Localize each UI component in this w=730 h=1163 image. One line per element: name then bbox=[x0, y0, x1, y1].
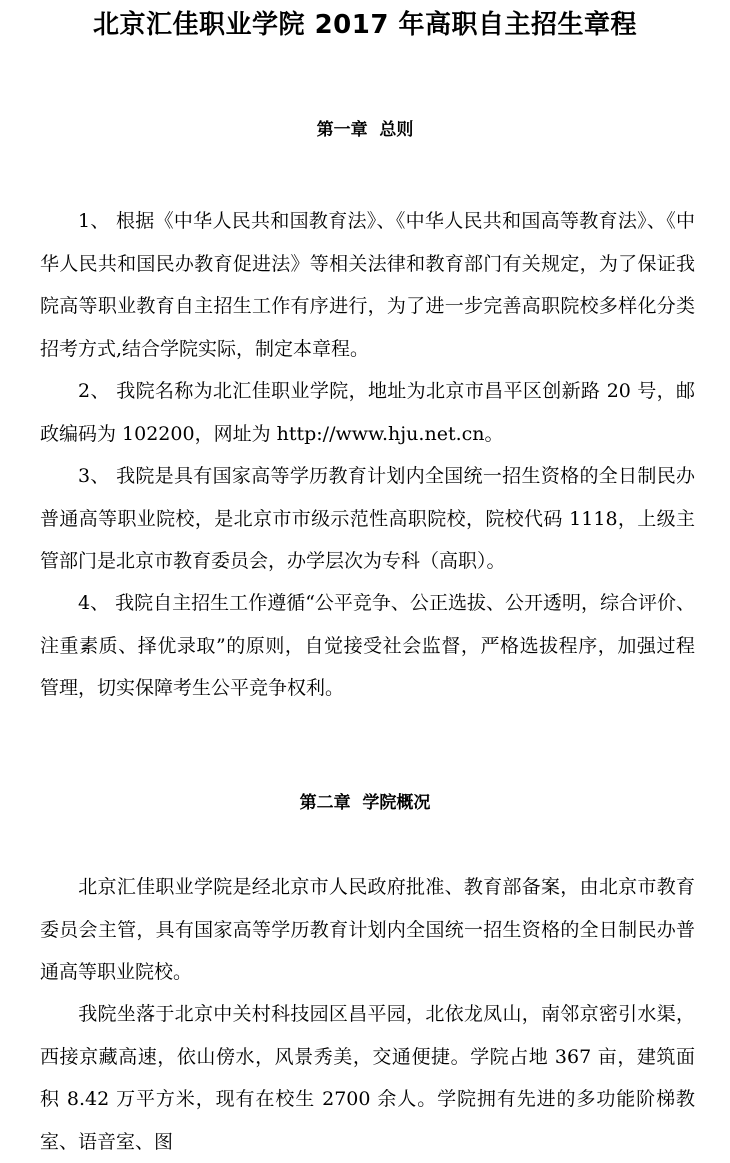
chapter-1-heading: 第一章 总则 bbox=[316, 120, 414, 140]
document-title: 北京汇佳职业学院 2017 年高职自主招生章程 bbox=[93, 10, 637, 40]
item-3-number: 3、 bbox=[78, 465, 110, 487]
item-2-number: 2、 bbox=[78, 380, 110, 402]
chapter-1-item-3 bbox=[40, 455, 695, 583]
item-2-text: 我院名称为北汇佳职业学院，地址为北京市昌平区创新路 20 号，邮政编码为 102200，网址为 http://www.hju.net.cn。 bbox=[40, 380, 695, 445]
item-3-text: 我院是具有国家高等学历教育计划内全国统一招生资格的全日制民办普通高等职业院校，是北京市市级示范性高职院校，院校代码 1118，上级主管部门是北京市教育委员会，办学层次为专科（高职）。 bbox=[40, 465, 696, 572]
chapter-2-paragraph-1-text: 北京汇佳职业学院是经北京市人民政府批准、教育部备案，由北京市教育委员会主管，具有国家高等学历教育计划内全国统一招生资格的全日制民办普通高等职业院校。 bbox=[40, 876, 695, 983]
chapter-1-item-1 bbox=[40, 200, 695, 370]
chapter-2-paragraph-2 bbox=[40, 993, 695, 1163]
chapter-1-item-4 bbox=[40, 582, 695, 710]
item-1-text: 根据《中华人民共和国教育法》、《中华人民共和国高等教育法》、《中华人民共和国民办教育促进法》等相关法律和教育部门有关规定，为了保证我院高等职业教育自主招生工作有序进行，为了进一步完善高职院校多样化分类招考方式,结合学院实际，制定本章程。 bbox=[40, 210, 695, 360]
chapter-2-paragraph-2-text: 我院坐落于北京中关村科技园区昌平园，北依龙凤山，南邻京密引水渠，西接京藏高速，依山傍水，风景秀美，交通便捷。学院占地 367 亩，建筑面积 8.42 万平方米，现有在校生 2700 余人。学院拥有先进的多功能阶梯教室、语音室、图 bbox=[40, 1003, 695, 1153]
chapter-2-paragraph-1 bbox=[40, 866, 695, 994]
item-4-number: 4、 bbox=[78, 592, 110, 614]
chapter-1-item-2 bbox=[40, 370, 695, 455]
chapter-2-heading: 第二章 学院概况 bbox=[299, 793, 431, 813]
item-4-text: 我院自主招生工作遵循“公平竞争、公正选拔、公开透明，综合评价、注重素质、择优录取”的原则，自觉接受社会监督，严格选拔程序，加强过程管理，切实保障考生公平竞争权利。 bbox=[40, 592, 695, 699]
item-1-number: 1、 bbox=[78, 210, 110, 232]
